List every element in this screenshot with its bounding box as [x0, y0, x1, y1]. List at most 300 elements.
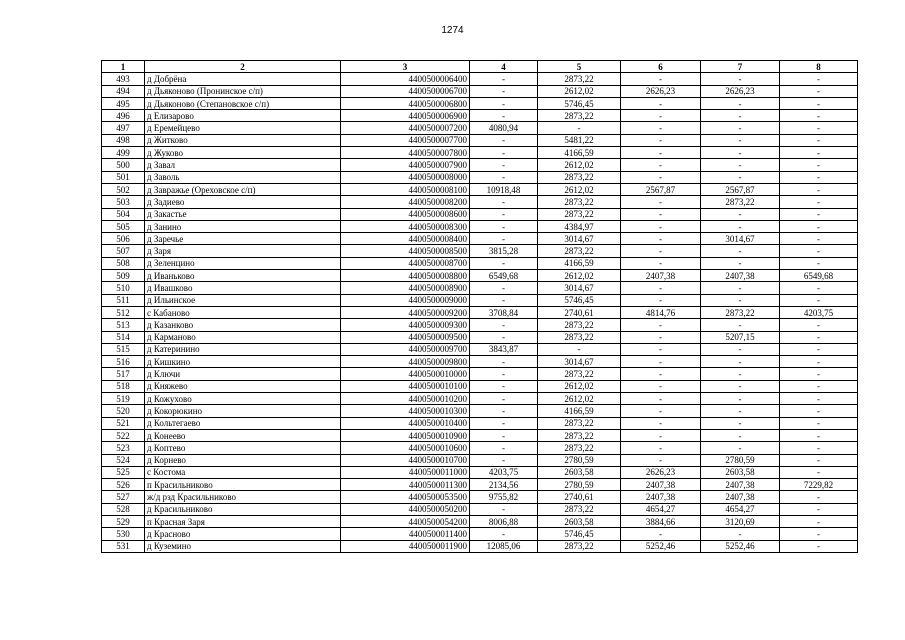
value-col-8: -	[780, 147, 858, 159]
row-number: 500	[102, 159, 145, 171]
value-col-8: -	[780, 233, 858, 245]
value-col-5: 4166,59	[538, 147, 621, 159]
okato-code: 4400500010200	[341, 393, 470, 405]
settlement-name: д Кокорюкино	[145, 405, 341, 417]
row-number: 509	[102, 270, 145, 282]
row-number: 501	[102, 171, 145, 183]
value-col-4: -	[470, 368, 538, 380]
value-col-4: -	[470, 73, 538, 85]
table-row	[102, 97, 858, 109]
settlement-name: ж/д рзд Красильниково	[145, 491, 341, 503]
value-col-8: -	[780, 528, 858, 540]
value-col-8: -	[780, 442, 858, 454]
settlement-name: д Кожухово	[145, 393, 341, 405]
settlement-name: д Иваньково	[145, 270, 341, 282]
value-col-5: 2873,22	[538, 73, 621, 85]
settlement-name: п Красная Заря	[145, 515, 341, 527]
value-col-4: -	[470, 196, 538, 208]
value-col-8: -	[780, 454, 858, 466]
table-row	[102, 393, 858, 405]
value-col-6: 2626,23	[621, 85, 701, 97]
settlement-name: д Жуково	[145, 147, 341, 159]
value-col-7: 2626,23	[701, 85, 780, 97]
row-number: 494	[102, 85, 145, 97]
row-number: 507	[102, 245, 145, 257]
table-row	[102, 503, 858, 515]
value-col-4: -	[470, 331, 538, 343]
settlement-name: д Занино	[145, 220, 341, 232]
table-row	[102, 73, 858, 85]
value-col-5: 2873,22	[538, 331, 621, 343]
value-col-7: 2873,22	[701, 306, 780, 318]
value-col-5: 2612,02	[538, 270, 621, 282]
value-col-7: -	[701, 122, 780, 134]
value-col-7: 2407,38	[701, 491, 780, 503]
value-col-4: -	[470, 405, 538, 417]
okato-code: 4400500008300	[341, 220, 470, 232]
okato-code: 4400500050200	[341, 503, 470, 515]
column-header: 8	[780, 61, 858, 73]
value-col-4: -	[470, 319, 538, 331]
row-number: 512	[102, 306, 145, 318]
value-col-8: -	[780, 466, 858, 478]
value-col-5: 2873,22	[538, 245, 621, 257]
row-number: 530	[102, 528, 145, 540]
row-number: 516	[102, 356, 145, 368]
value-col-5: 2780,59	[538, 454, 621, 466]
value-col-6: -	[621, 257, 701, 269]
column-header: 6	[621, 61, 701, 73]
value-col-8: -	[780, 356, 858, 368]
settlement-name: д Зеленцино	[145, 257, 341, 269]
value-col-6: -	[621, 196, 701, 208]
row-number: 493	[102, 73, 145, 85]
value-col-6: -	[621, 454, 701, 466]
okato-code: 4400500009200	[341, 306, 470, 318]
value-col-7: -	[701, 97, 780, 109]
value-col-7: -	[701, 110, 780, 122]
value-col-6: -	[621, 356, 701, 368]
value-col-6: -	[621, 331, 701, 343]
value-col-4: -	[470, 134, 538, 146]
table-row	[102, 380, 858, 392]
row-number: 514	[102, 331, 145, 343]
settlement-name: д Дьяконово (Степановское с/п)	[145, 97, 341, 109]
row-number: 498	[102, 134, 145, 146]
value-col-8: -	[780, 97, 858, 109]
value-col-7: 3014,67	[701, 233, 780, 245]
row-number: 511	[102, 294, 145, 306]
value-col-4: -	[470, 417, 538, 429]
value-col-5: 3014,67	[538, 356, 621, 368]
settlement-name: д Заволь	[145, 171, 341, 183]
value-col-4: 6549,68	[470, 270, 538, 282]
row-number: 526	[102, 479, 145, 491]
value-col-4: -	[470, 85, 538, 97]
value-col-8: -	[780, 257, 858, 269]
value-col-5: 2873,22	[538, 417, 621, 429]
okato-code: 4400500010300	[341, 405, 470, 417]
value-col-7: 2603,58	[701, 466, 780, 478]
column-header: 3	[341, 61, 470, 73]
table-row	[102, 368, 858, 380]
value-col-5: 4166,59	[538, 405, 621, 417]
row-number: 515	[102, 343, 145, 355]
column-header: 1	[102, 61, 145, 73]
value-col-6: -	[621, 110, 701, 122]
table-row	[102, 466, 858, 478]
table-row	[102, 343, 858, 355]
table-row	[102, 331, 858, 343]
settlement-name: д Добрёна	[145, 73, 341, 85]
value-col-6: -	[621, 208, 701, 220]
row-number: 513	[102, 319, 145, 331]
value-col-4: -	[470, 97, 538, 109]
value-col-7: -	[701, 319, 780, 331]
value-col-8: -	[780, 405, 858, 417]
value-col-7: -	[701, 368, 780, 380]
row-number: 531	[102, 540, 145, 552]
okato-code: 4400500009500	[341, 331, 470, 343]
value-col-6: -	[621, 220, 701, 232]
value-col-5: 2780,59	[538, 479, 621, 491]
settlement-name: д Княжево	[145, 380, 341, 392]
value-col-7: -	[701, 257, 780, 269]
settlement-name: п Красильниково	[145, 479, 341, 491]
table-row	[102, 417, 858, 429]
settlement-name: д Куземино	[145, 540, 341, 552]
row-number: 508	[102, 257, 145, 269]
value-col-4: -	[470, 282, 538, 294]
value-col-7: 5207,15	[701, 331, 780, 343]
value-col-7: -	[701, 73, 780, 85]
settlement-name: д Еремейцево	[145, 122, 341, 134]
value-col-7: 2407,38	[701, 479, 780, 491]
value-col-7: -	[701, 208, 780, 220]
row-number: 496	[102, 110, 145, 122]
okato-code: 4400500011300	[341, 479, 470, 491]
table-row	[102, 85, 858, 97]
value-col-7: -	[701, 134, 780, 146]
value-col-8: -	[780, 393, 858, 405]
okato-code: 4400500010400	[341, 417, 470, 429]
value-col-8: -	[780, 343, 858, 355]
value-col-4: 2134,56	[470, 479, 538, 491]
settlement-name: д Красильниково	[145, 503, 341, 515]
value-col-6: -	[621, 294, 701, 306]
value-col-7: -	[701, 245, 780, 257]
value-col-5: 2612,02	[538, 183, 621, 195]
row-number: 504	[102, 208, 145, 220]
value-col-8: -	[780, 159, 858, 171]
value-col-8: -	[780, 380, 858, 392]
column-header: 4	[470, 61, 538, 73]
value-col-6: -	[621, 233, 701, 245]
settlement-name: д Заречье	[145, 233, 341, 245]
value-col-8: -	[780, 245, 858, 257]
value-col-6: 5252,46	[621, 540, 701, 552]
value-col-6: 2567,87	[621, 183, 701, 195]
value-col-6: -	[621, 442, 701, 454]
value-col-5: 3014,67	[538, 233, 621, 245]
value-col-8: -	[780, 85, 858, 97]
row-number: 518	[102, 380, 145, 392]
value-col-8: -	[780, 183, 858, 195]
value-col-6: -	[621, 134, 701, 146]
value-col-6: 3884,66	[621, 515, 701, 527]
table-row	[102, 245, 858, 257]
header-row	[102, 61, 858, 73]
settlement-name: с Костома	[145, 466, 341, 478]
value-col-8: -	[780, 110, 858, 122]
okato-code: 4400500009000	[341, 294, 470, 306]
value-col-6: 2407,38	[621, 270, 701, 282]
value-col-5: 4384,97	[538, 220, 621, 232]
value-col-6: -	[621, 417, 701, 429]
settlement-name: д Корнево	[145, 454, 341, 466]
value-col-4: 3708,84	[470, 306, 538, 318]
value-col-5: 2873,22	[538, 196, 621, 208]
value-col-5: 3014,67	[538, 282, 621, 294]
table-row	[102, 356, 858, 368]
table-row	[102, 540, 858, 552]
table-row	[102, 454, 858, 466]
value-col-6: -	[621, 122, 701, 134]
data-table	[101, 60, 858, 553]
row-number: 506	[102, 233, 145, 245]
value-col-7: -	[701, 220, 780, 232]
value-col-4: -	[470, 233, 538, 245]
okato-code: 4400500008400	[341, 233, 470, 245]
value-col-5: 2873,22	[538, 442, 621, 454]
value-col-8: -	[780, 134, 858, 146]
row-number: 495	[102, 97, 145, 109]
row-number: 502	[102, 183, 145, 195]
table-row	[102, 122, 858, 134]
value-col-5: 2873,22	[538, 110, 621, 122]
okato-code: 4400500007800	[341, 147, 470, 159]
row-number: 503	[102, 196, 145, 208]
row-number: 523	[102, 442, 145, 454]
value-col-4: 3815,28	[470, 245, 538, 257]
value-col-7: -	[701, 380, 780, 392]
value-col-7: 4654,27	[701, 503, 780, 515]
value-col-4: 3843,87	[470, 343, 538, 355]
table-row	[102, 294, 858, 306]
value-col-6: -	[621, 171, 701, 183]
value-col-5: 2873,22	[538, 503, 621, 515]
value-col-6: -	[621, 343, 701, 355]
value-col-8: -	[780, 294, 858, 306]
value-col-4: 10918,48	[470, 183, 538, 195]
okato-code: 4400500008700	[341, 257, 470, 269]
okato-code: 4400500009300	[341, 319, 470, 331]
value-col-4: -	[470, 442, 538, 454]
settlement-name: д Карманово	[145, 331, 341, 343]
value-col-7: -	[701, 528, 780, 540]
value-col-6: -	[621, 380, 701, 392]
okato-code: 4400500008600	[341, 208, 470, 220]
okato-code: 4400500007700	[341, 134, 470, 146]
settlement-name: д Дьяконово (Пронинское с/п)	[145, 85, 341, 97]
table-row	[102, 233, 858, 245]
value-col-8: -	[780, 319, 858, 331]
okato-code: 4400500053500	[341, 491, 470, 503]
value-col-7: -	[701, 405, 780, 417]
value-col-4: 4203,75	[470, 466, 538, 478]
okato-code: 4400500006800	[341, 97, 470, 109]
row-number: 497	[102, 122, 145, 134]
value-col-6: 4814,76	[621, 306, 701, 318]
settlement-name: д Задиево	[145, 196, 341, 208]
value-col-4: -	[470, 147, 538, 159]
value-col-5: 2873,22	[538, 368, 621, 380]
value-col-4: -	[470, 356, 538, 368]
table-row	[102, 257, 858, 269]
settlement-name: д Ивашково	[145, 282, 341, 294]
settlement-name: д Завал	[145, 159, 341, 171]
table-row	[102, 528, 858, 540]
settlement-name: д Закастье	[145, 208, 341, 220]
value-col-7: -	[701, 294, 780, 306]
settlement-name: д Житково	[145, 134, 341, 146]
okato-code: 4400500008100	[341, 183, 470, 195]
settlement-name: д Кольтегаево	[145, 417, 341, 429]
row-number: 527	[102, 491, 145, 503]
settlement-name: д Елизарово	[145, 110, 341, 122]
row-number: 525	[102, 466, 145, 478]
value-col-5: 2873,22	[538, 171, 621, 183]
value-col-5: 5746,45	[538, 528, 621, 540]
table-row	[102, 442, 858, 454]
row-number: 529	[102, 515, 145, 527]
okato-code: 4400500054200	[341, 515, 470, 527]
value-col-6: -	[621, 159, 701, 171]
value-col-8: 7229,82	[780, 479, 858, 491]
value-col-6: -	[621, 97, 701, 109]
value-col-6: 4654,27	[621, 503, 701, 515]
table-row	[102, 282, 858, 294]
value-col-4: -	[470, 393, 538, 405]
okato-code: 4400500010700	[341, 454, 470, 466]
value-col-6: -	[621, 405, 701, 417]
value-col-4: -	[470, 257, 538, 269]
value-col-7: -	[701, 429, 780, 441]
value-col-8: 4203,75	[780, 306, 858, 318]
value-col-8: 6549,68	[780, 270, 858, 282]
table-row	[102, 171, 858, 183]
table-row	[102, 319, 858, 331]
table-row	[102, 306, 858, 318]
row-number: 519	[102, 393, 145, 405]
value-col-6: -	[621, 429, 701, 441]
okato-code: 4400500008000	[341, 171, 470, 183]
settlement-name: д Ключи	[145, 368, 341, 380]
value-col-8: -	[780, 73, 858, 85]
okato-code: 4400500008800	[341, 270, 470, 282]
okato-code: 4400500011400	[341, 528, 470, 540]
value-col-5: -	[538, 122, 621, 134]
value-col-4: 4080,94	[470, 122, 538, 134]
value-col-8: -	[780, 196, 858, 208]
table-row	[102, 159, 858, 171]
settlement-name: д Кишкино	[145, 356, 341, 368]
value-col-5: 5746,45	[538, 294, 621, 306]
row-number: 521	[102, 417, 145, 429]
value-col-5: 2612,02	[538, 393, 621, 405]
value-col-6: -	[621, 528, 701, 540]
row-number: 528	[102, 503, 145, 515]
value-col-7: 2873,22	[701, 196, 780, 208]
value-col-8: -	[780, 208, 858, 220]
table-row	[102, 491, 858, 503]
value-col-4: -	[470, 159, 538, 171]
value-col-6: -	[621, 73, 701, 85]
settlement-name: д Казанково	[145, 319, 341, 331]
row-number: 522	[102, 429, 145, 441]
row-number: 499	[102, 147, 145, 159]
value-col-4: -	[470, 110, 538, 122]
okato-code: 4400500009800	[341, 356, 470, 368]
settlement-name: д Заря	[145, 245, 341, 257]
value-col-4: -	[470, 294, 538, 306]
value-col-6: -	[621, 368, 701, 380]
value-col-6: 2626,23	[621, 466, 701, 478]
row-number: 524	[102, 454, 145, 466]
value-col-5: 2740,61	[538, 491, 621, 503]
value-col-8: -	[780, 491, 858, 503]
value-col-5: 2873,22	[538, 319, 621, 331]
value-col-7: 2407,38	[701, 270, 780, 282]
value-col-5: 2603,58	[538, 515, 621, 527]
value-col-6: 2407,38	[621, 479, 701, 491]
okato-code: 4400500010100	[341, 380, 470, 392]
settlement-name: с Кабаново	[145, 306, 341, 318]
okato-code: 4400500006700	[341, 85, 470, 97]
value-col-8: -	[780, 122, 858, 134]
settlement-name: д Завражье (Ореховское с/п)	[145, 183, 341, 195]
okato-code: 4400500009700	[341, 343, 470, 355]
value-col-7: -	[701, 393, 780, 405]
value-col-4: -	[470, 208, 538, 220]
page-number: 1274	[441, 25, 464, 36]
value-col-7: -	[701, 171, 780, 183]
table-body	[102, 73, 858, 553]
okato-code: 4400500007200	[341, 122, 470, 134]
okato-code: 4400500010000	[341, 368, 470, 380]
settlement-name: д Конеево	[145, 429, 341, 441]
value-col-4: -	[470, 503, 538, 515]
value-col-7: -	[701, 356, 780, 368]
row-number: 520	[102, 405, 145, 417]
value-col-4: 9755,82	[470, 491, 538, 503]
value-col-8: -	[780, 171, 858, 183]
value-col-8: -	[780, 429, 858, 441]
value-col-8: -	[780, 515, 858, 527]
value-col-7: -	[701, 442, 780, 454]
value-col-8: -	[780, 417, 858, 429]
value-col-5: 2612,02	[538, 85, 621, 97]
value-col-4: -	[470, 220, 538, 232]
value-col-5: 2740,61	[538, 306, 621, 318]
value-col-5: 2873,22	[538, 540, 621, 552]
value-col-5: 2612,02	[538, 159, 621, 171]
value-col-7: 2567,87	[701, 183, 780, 195]
value-col-4: -	[470, 171, 538, 183]
value-col-6: -	[621, 147, 701, 159]
value-col-6: 2407,38	[621, 491, 701, 503]
settlement-name: д Коптево	[145, 442, 341, 454]
